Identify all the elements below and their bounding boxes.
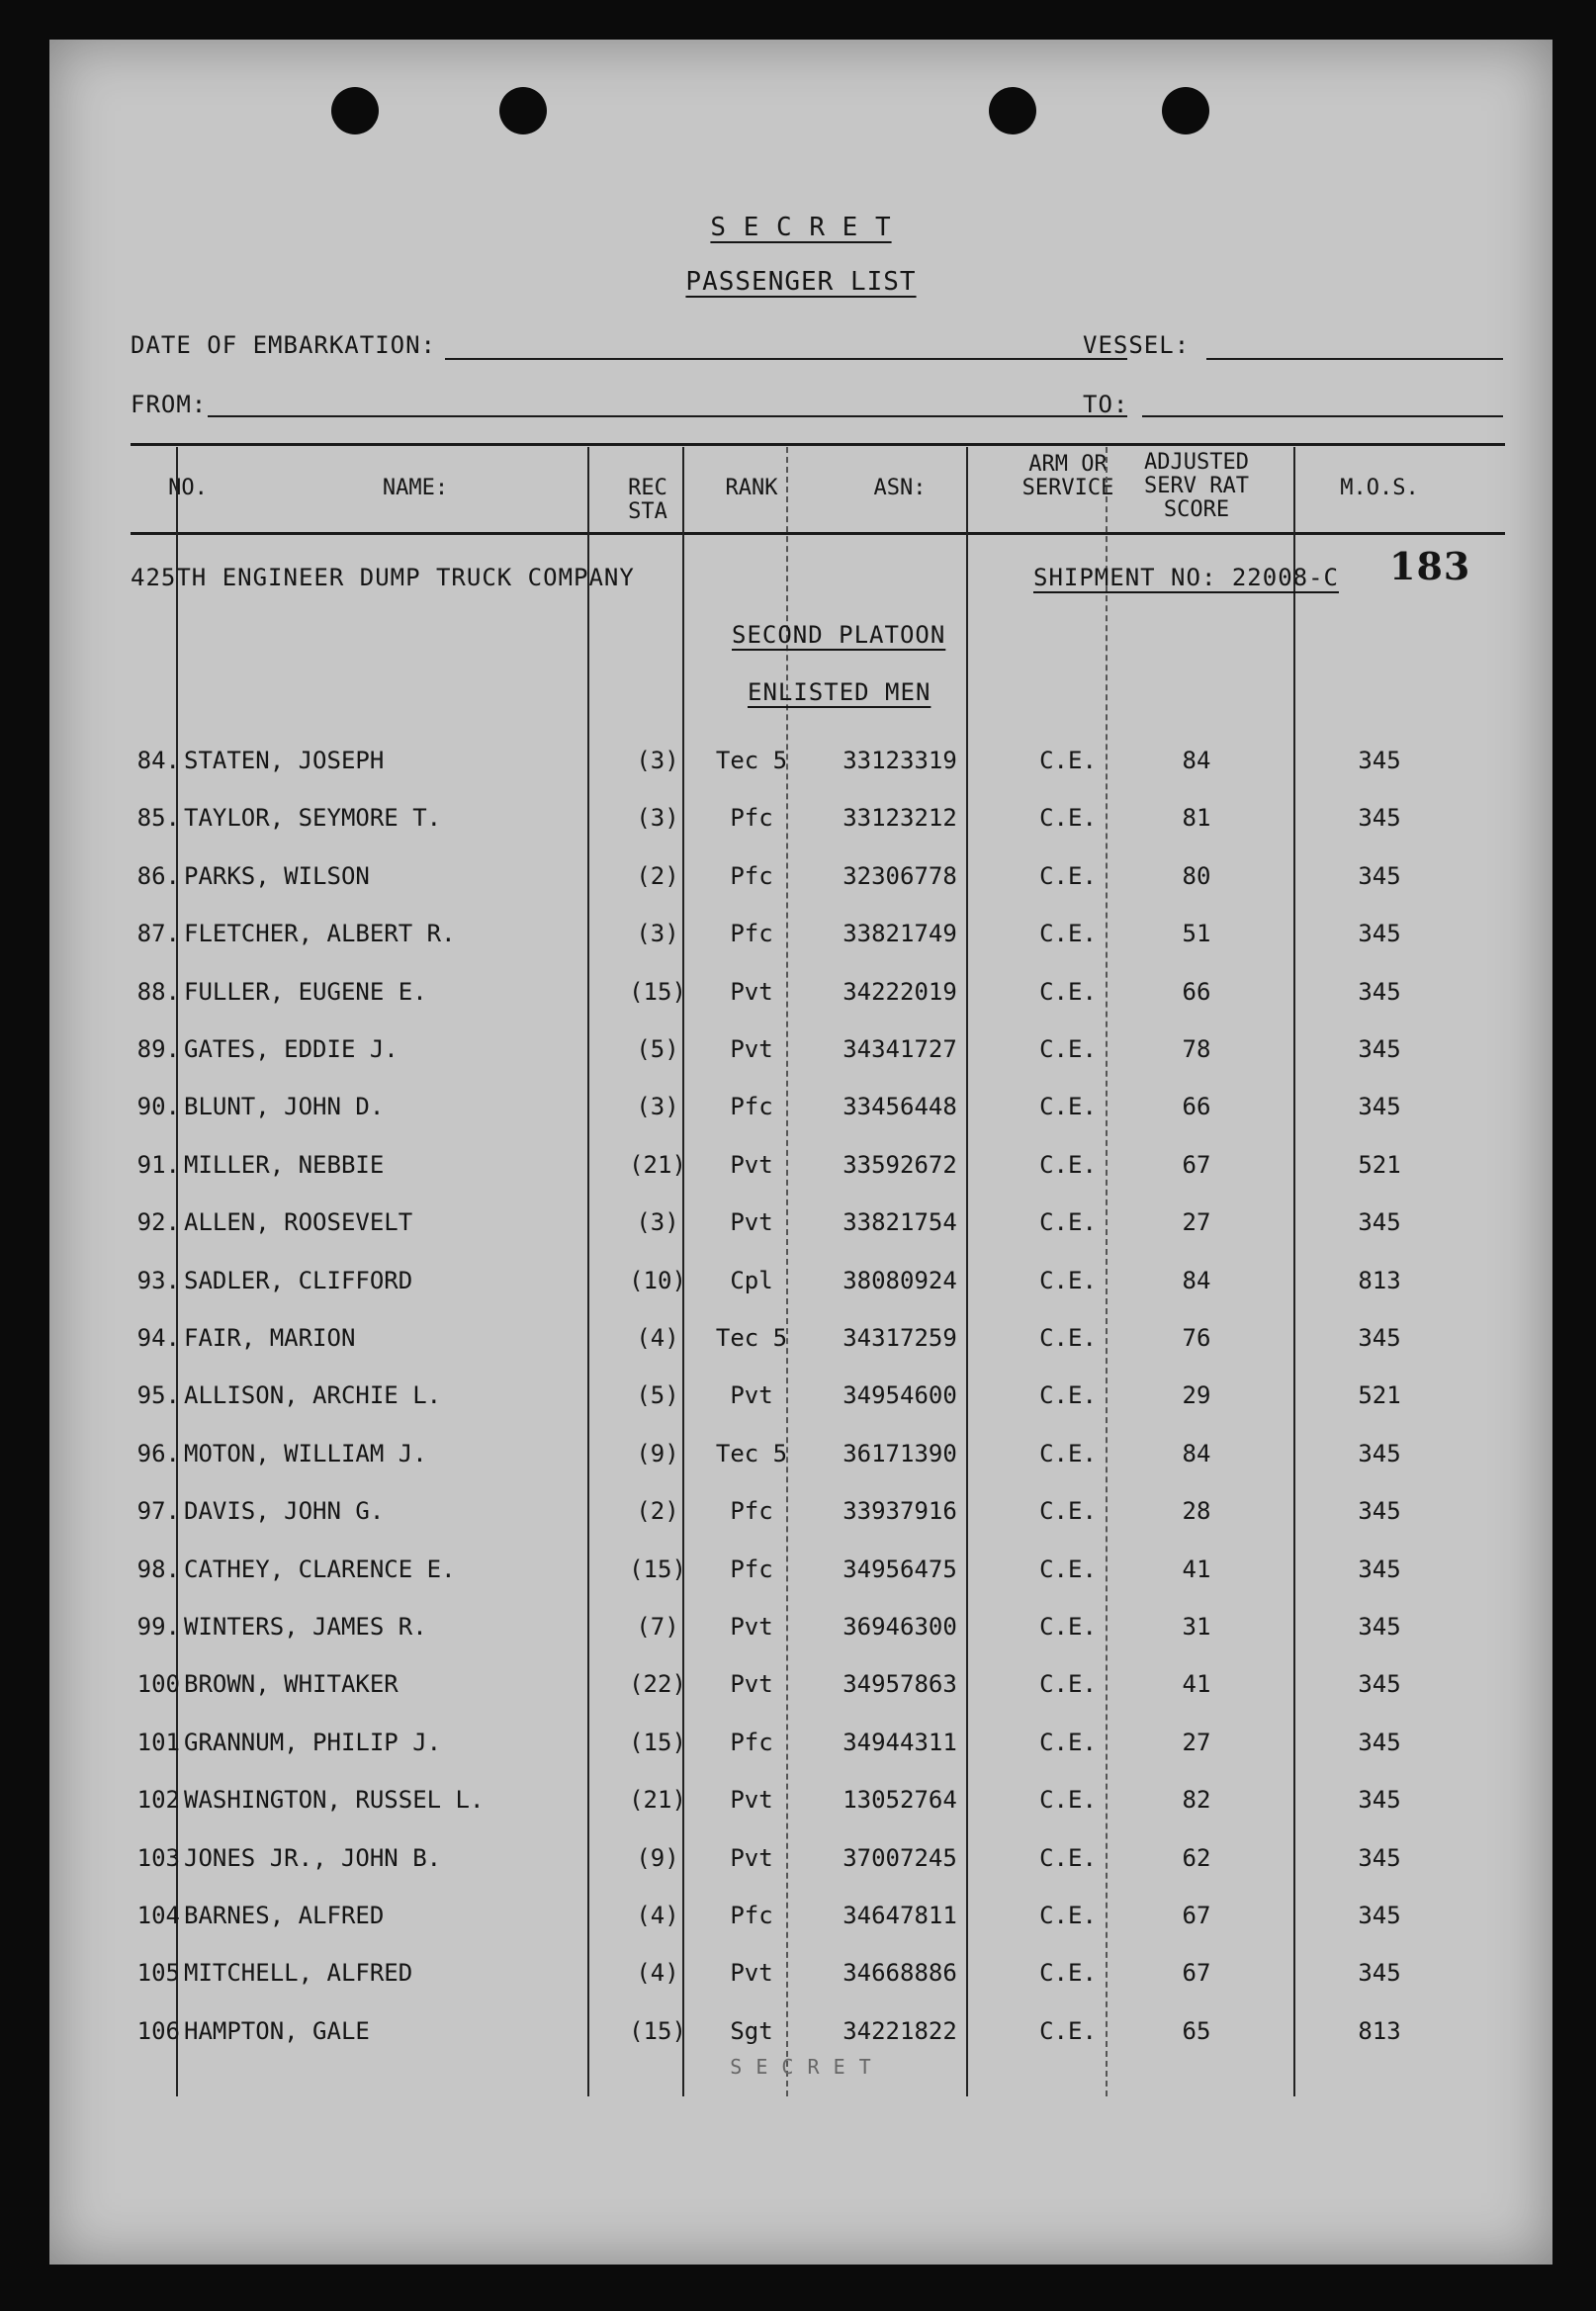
row-name: DAVIS, JOHN G. (184, 1497, 385, 1526)
row-score: 84 (1182, 747, 1211, 774)
table-row (49, 1035, 1552, 1075)
row-rank: Pfc (730, 1093, 773, 1121)
row-rank: Pvt (730, 1208, 773, 1237)
col-header-service: SERVICE (1021, 476, 1114, 500)
row-rec-sta: (15) (629, 1555, 686, 1583)
row-number: 87. (136, 920, 180, 948)
punch-hole (989, 87, 1036, 134)
date-of-embarkation-label: DATE OF EMBARKATION: (131, 331, 436, 359)
table-row (49, 1786, 1552, 1825)
row-rec-sta: (3) (636, 1208, 679, 1237)
table-row (49, 1267, 1552, 1306)
table-row (49, 1729, 1552, 1768)
table-row (49, 1959, 1552, 1999)
row-rank: Tec 5 (715, 1439, 788, 1467)
row-asn: 34944311 (842, 1728, 957, 1756)
row-score: 27 (1182, 1728, 1211, 1756)
row-number: 91. (136, 1150, 180, 1179)
row-arm-service: C.E. (1039, 1266, 1097, 1294)
row-rank: Sgt (730, 2016, 773, 2045)
row-rec-sta: (5) (636, 1035, 679, 1063)
row-name: BARNES, ALFRED (184, 1902, 385, 1929)
row-mos: 345 (1358, 1497, 1401, 1526)
row-arm-service: C.E. (1039, 1439, 1097, 1467)
row-number: 86. (136, 861, 180, 890)
table-row (49, 1324, 1552, 1364)
row-rank: Pfc (730, 1728, 773, 1756)
unit-name: 425TH ENGINEER DUMP TRUCK COMPANY (131, 564, 635, 591)
table-row (49, 1381, 1552, 1421)
row-number: 99. (136, 1613, 180, 1641)
row-score: 29 (1182, 1381, 1211, 1410)
row-name: MOTON, WILLIAM J. (184, 1439, 427, 1467)
row-asn: 33123212 (842, 804, 957, 833)
row-arm-service: C.E. (1039, 747, 1097, 774)
table-row (49, 1844, 1552, 1884)
col-header-no: NO. (168, 476, 208, 500)
row-mos: 345 (1358, 1613, 1401, 1641)
row-arm-service: C.E. (1039, 1555, 1097, 1583)
row-score: 51 (1182, 920, 1211, 948)
row-asn: 34222019 (842, 977, 957, 1006)
table-row (49, 1670, 1552, 1710)
row-score: 66 (1182, 977, 1211, 1006)
row-number: 106 (136, 2016, 180, 2045)
row-score: 65 (1182, 2016, 1211, 2045)
row-number: 97. (136, 1497, 180, 1526)
row-rank: Pvt (730, 1670, 773, 1699)
row-name: SADLER, CLIFFORD (184, 1266, 413, 1294)
row-arm-service: C.E. (1039, 1150, 1097, 1179)
col-header-rec: REC (628, 476, 667, 500)
row-name: HAMPTON, GALE (184, 2016, 370, 2045)
row-rank: Pvt (730, 1786, 773, 1815)
row-mos: 345 (1358, 861, 1401, 890)
row-score: 41 (1182, 1670, 1211, 1699)
table-row (49, 1555, 1552, 1595)
row-name: GATES, EDDIE J. (184, 1035, 399, 1063)
row-name: MITCHELL, ALFRED (184, 1959, 413, 1988)
table-row (49, 1613, 1552, 1652)
row-rank: Pvt (730, 1613, 773, 1641)
row-asn: 34221822 (842, 2016, 957, 2045)
row-asn: 34668886 (842, 1959, 957, 1988)
row-number: 98. (136, 1555, 180, 1583)
table-row (49, 2017, 1552, 2057)
row-rec-sta: (5) (636, 1381, 679, 1410)
row-rec-sta: (22) (629, 1670, 686, 1699)
row-rec-sta: (21) (629, 1786, 686, 1815)
row-mos: 345 (1358, 1093, 1401, 1121)
row-number: 105 (136, 1959, 180, 1988)
row-score: 31 (1182, 1613, 1211, 1641)
row-rank: Pvt (730, 1035, 773, 1063)
classification-bottom: S E C R E T (730, 2055, 872, 2079)
row-asn: 33821749 (842, 920, 957, 948)
row-rank: Pfc (730, 1555, 773, 1583)
date-of-embarkation-field (445, 358, 1127, 360)
row-asn: 34341727 (842, 1035, 957, 1063)
vessel-field (1206, 358, 1503, 360)
table-row (49, 747, 1552, 786)
row-score: 41 (1182, 1555, 1211, 1583)
row-rank: Pvt (730, 1381, 773, 1410)
row-mos: 345 (1358, 1439, 1401, 1467)
row-rec-sta: (4) (636, 1324, 679, 1352)
row-number: 101 (136, 1728, 180, 1756)
row-arm-service: C.E. (1039, 861, 1097, 890)
col-header-mos: M.O.S. (1340, 476, 1419, 500)
row-name: STATEN, JOSEPH (184, 747, 385, 774)
row-arm-service: C.E. (1039, 1208, 1097, 1237)
row-asn: 34957863 (842, 1670, 957, 1699)
page-title: PASSENGER LIST (685, 267, 917, 297)
row-rank: Tec 5 (715, 747, 788, 774)
table-row (49, 1497, 1552, 1537)
row-arm-service: C.E. (1039, 804, 1097, 833)
row-arm-service: C.E. (1039, 2016, 1097, 2045)
row-mos: 345 (1358, 977, 1401, 1006)
row-arm-service: C.E. (1039, 1728, 1097, 1756)
row-score: 67 (1182, 1150, 1211, 1179)
row-mos: 345 (1358, 1670, 1401, 1699)
row-name: ALLISON, ARCHIE L. (184, 1381, 442, 1410)
row-score: 67 (1182, 1959, 1211, 1988)
row-asn: 38080924 (842, 1266, 957, 1294)
row-number: 104 (136, 1902, 180, 1929)
row-mos: 345 (1358, 1959, 1401, 1988)
row-asn: 34956475 (842, 1555, 957, 1583)
row-number: 95. (136, 1381, 180, 1410)
col-header-serv-rat: SERV RAT (1144, 474, 1249, 498)
col-header-arm: ARM OR (1028, 452, 1108, 477)
col-header-asn: ASN: (873, 476, 927, 500)
row-number: 103 (136, 1843, 180, 1872)
row-asn: 37007245 (842, 1843, 957, 1872)
row-rec-sta: (15) (629, 2016, 686, 2045)
table-row (49, 1093, 1552, 1132)
row-rank: Pvt (730, 1150, 773, 1179)
group-heading: ENLISTED MEN (748, 678, 931, 706)
row-rank: Tec 5 (715, 1324, 788, 1352)
table-row (49, 1902, 1552, 1941)
row-rank: Pfc (730, 1497, 773, 1526)
col-header-sta: STA (628, 499, 667, 524)
row-name: FULLER, EUGENE E. (184, 977, 427, 1006)
row-name: JONES JR., JOHN B. (184, 1843, 442, 1872)
row-rec-sta: (3) (636, 1093, 679, 1121)
row-score: 28 (1182, 1497, 1211, 1526)
row-name: BLUNT, JOHN D. (184, 1093, 385, 1121)
table-row (49, 862, 1552, 902)
row-mos: 521 (1358, 1150, 1401, 1179)
punch-hole (331, 87, 379, 134)
row-arm-service: C.E. (1039, 1381, 1097, 1410)
row-arm-service: C.E. (1039, 1959, 1097, 1988)
row-name: TAYLOR, SEYMORE T. (184, 804, 442, 833)
row-rec-sta: (9) (636, 1843, 679, 1872)
row-arm-service: C.E. (1039, 1786, 1097, 1815)
row-rec-sta: (21) (629, 1150, 686, 1179)
row-asn: 33937916 (842, 1497, 957, 1526)
col-header-adjusted: ADJUSTED (1144, 450, 1249, 475)
table-row (49, 978, 1552, 1018)
row-rec-sta: (10) (629, 1266, 686, 1294)
row-name: GRANNUM, PHILIP J. (184, 1728, 442, 1756)
row-rec-sta: (3) (636, 920, 679, 948)
row-rec-sta: (15) (629, 1728, 686, 1756)
punch-hole (499, 87, 547, 134)
from-field (208, 415, 1127, 417)
row-name: MILLER, NEBBIE (184, 1150, 385, 1179)
row-asn: 34647811 (842, 1902, 957, 1929)
row-mos: 345 (1358, 1786, 1401, 1815)
row-name: WASHINGTON, RUSSEL L. (184, 1786, 485, 1815)
row-score: 76 (1182, 1324, 1211, 1352)
row-number: 85. (136, 804, 180, 833)
row-arm-service: C.E. (1039, 1497, 1097, 1526)
row-number: 96. (136, 1439, 180, 1467)
to-field (1142, 415, 1503, 417)
row-rec-sta: (2) (636, 861, 679, 890)
row-arm-service: C.E. (1039, 977, 1097, 1006)
classification-top: S E C R E T (710, 213, 892, 242)
row-mos: 345 (1358, 1902, 1401, 1929)
row-rank: Cpl (730, 1266, 773, 1294)
from-label: FROM: (131, 391, 208, 418)
vessel-label: VESSEL: (1083, 331, 1191, 359)
row-asn: 33123319 (842, 747, 957, 774)
row-mos: 345 (1358, 804, 1401, 833)
row-asn: 34954600 (842, 1381, 957, 1410)
row-mos: 345 (1358, 1728, 1401, 1756)
row-asn: 33821754 (842, 1208, 957, 1237)
row-arm-service: C.E. (1039, 1670, 1097, 1699)
row-rec-sta: (2) (636, 1497, 679, 1526)
row-arm-service: C.E. (1039, 1035, 1097, 1063)
to-label: TO: (1083, 391, 1129, 418)
row-score: 27 (1182, 1208, 1211, 1237)
row-score: 67 (1182, 1902, 1211, 1929)
row-number: 84. (136, 747, 180, 774)
row-arm-service: C.E. (1039, 1324, 1097, 1352)
row-number: 89. (136, 1035, 180, 1063)
row-rec-sta: (4) (636, 1902, 679, 1929)
row-number: 94. (136, 1324, 180, 1352)
platoon-heading: SECOND PLATOON (732, 621, 946, 649)
row-number: 88. (136, 977, 180, 1006)
row-asn: 32306778 (842, 861, 957, 890)
table-row (49, 1440, 1552, 1479)
row-rec-sta: (15) (629, 977, 686, 1006)
col-header-rank: RANK (725, 476, 778, 500)
row-arm-service: C.E. (1039, 1902, 1097, 1929)
row-number: 93. (136, 1266, 180, 1294)
col-header-score-label: SCORE (1163, 497, 1230, 522)
shipment-number: SHIPMENT NO: 22008-C (1033, 564, 1339, 591)
page-number: 183 (1389, 544, 1471, 588)
row-mos: 345 (1358, 1324, 1401, 1352)
row-arm-service: C.E. (1039, 920, 1097, 948)
row-mos: 813 (1358, 1266, 1401, 1294)
row-rank: Pfc (730, 804, 773, 833)
row-arm-service: C.E. (1039, 1093, 1097, 1121)
row-arm-service: C.E. (1039, 1613, 1097, 1641)
row-score: 66 (1182, 1093, 1211, 1121)
row-name: ALLEN, ROOSEVELT (184, 1208, 413, 1237)
row-rec-sta: (3) (636, 747, 679, 774)
row-rec-sta: (7) (636, 1613, 679, 1641)
row-number: 90. (136, 1093, 180, 1121)
row-rec-sta: (4) (636, 1959, 679, 1988)
row-asn: 33592672 (842, 1150, 957, 1179)
row-score: 62 (1182, 1843, 1211, 1872)
row-number: 92. (136, 1208, 180, 1237)
row-arm-service: C.E. (1039, 1843, 1097, 1872)
row-asn: 36946300 (842, 1613, 957, 1641)
row-rank: Pfc (730, 920, 773, 948)
row-number: 102 (136, 1786, 180, 1815)
document-sheet (49, 40, 1552, 2265)
table-row (49, 1208, 1552, 1248)
col-header-score (1117, 451, 1276, 522)
row-rank: Pfc (730, 861, 773, 890)
row-rank: Pvt (730, 1843, 773, 1872)
header-rule-top (131, 443, 1505, 446)
row-rec-sta: (3) (636, 804, 679, 833)
table-row (49, 804, 1552, 844)
row-number: 100 (136, 1670, 180, 1699)
row-name: PARKS, WILSON (184, 861, 370, 890)
row-score: 82 (1182, 1786, 1211, 1815)
row-name: BROWN, WHITAKER (184, 1670, 399, 1699)
row-mos: 521 (1358, 1381, 1401, 1410)
row-name: FAIR, MARION (184, 1324, 356, 1352)
row-rank: Pfc (730, 1902, 773, 1929)
row-mos: 345 (1358, 1843, 1401, 1872)
col-header-name: NAME: (382, 476, 449, 500)
row-mos: 345 (1358, 1035, 1401, 1063)
row-mos: 813 (1358, 2016, 1401, 2045)
header-rule-bottom (131, 532, 1505, 535)
row-score: 84 (1182, 1266, 1211, 1294)
row-asn: 33456448 (842, 1093, 957, 1121)
row-score: 81 (1182, 804, 1211, 833)
row-asn: 36171390 (842, 1439, 957, 1467)
row-rank: Pvt (730, 1959, 773, 1988)
row-score: 84 (1182, 1439, 1211, 1467)
row-score: 78 (1182, 1035, 1211, 1063)
row-asn: 13052764 (842, 1786, 957, 1815)
row-mos: 345 (1358, 920, 1401, 948)
table-row (49, 920, 1552, 959)
punch-hole (1162, 87, 1209, 134)
row-score: 80 (1182, 861, 1211, 890)
row-mos: 345 (1358, 1555, 1401, 1583)
row-rec-sta: (9) (636, 1439, 679, 1467)
row-mos: 345 (1358, 1208, 1401, 1237)
row-name: CATHEY, CLARENCE E. (184, 1555, 456, 1583)
row-asn: 34317259 (842, 1324, 957, 1352)
row-mos: 345 (1358, 747, 1401, 774)
row-rank: Pvt (730, 977, 773, 1006)
table-row (49, 1151, 1552, 1191)
row-name: FLETCHER, ALBERT R. (184, 920, 456, 948)
row-name: WINTERS, JAMES R. (184, 1613, 427, 1641)
